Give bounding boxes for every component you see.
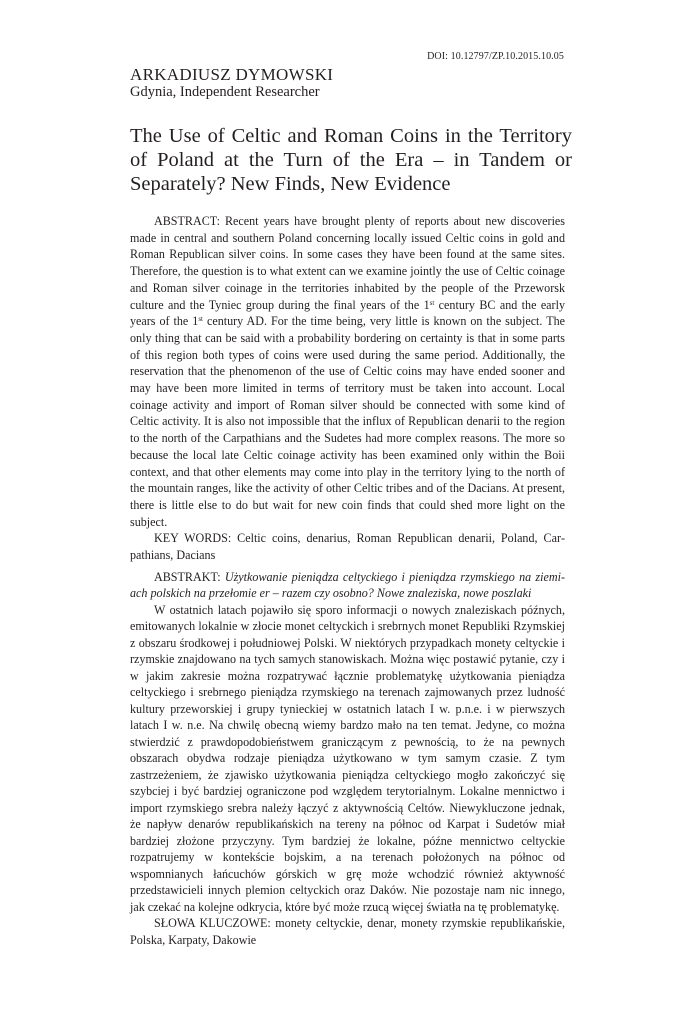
abstract-text: century AD. For the time being, very little is known on the subject. The only thing that can be said with a probability bordering on certainty is that in some parts of this region both types of coins were used during the same period. Additionally, the reservation that the phenomenon of the use of Celtic coins may have ended sooner and may have been more limited in terms of territory must be taken into account. Local coinage activity and import of Roman silver should be connected with some kind of Celtic activity. It is also not impossible that the influx of Republican denarii to the region to the north of the Carpathians and the Sudetes had more complex reasons. The more so because the local late Celtic coinage activity has been examined only within the Boii context, and that other elements may come into play in the territory lying to the north of the mountain ranges, like the activity of other Celtic tribes and of the Dacians. At present, there is little else to do but wait for new coin finds that could shed more light on the subject. <box>130 314 565 529</box>
abstract-english <box>130 213 565 530</box>
keywords-label: KEY WORDS: <box>154 531 232 546</box>
article-title: The Use of Celtic and Roman Coins in the Territory of Poland at the Turn of the Era – in Tandem or Separately? New Finds, New Evidence <box>130 125 572 195</box>
keywords-pl-text: monety celtyckie, denar, monety rzymskie republikańskie, Polska, Karpaty, Dakowie <box>130 916 566 947</box>
abstract-text: century BC and the early years of the 1 <box>130 297 565 329</box>
keywords-english <box>130 530 565 563</box>
superscript: st <box>198 315 203 324</box>
abstract-polish-heading <box>130 569 565 602</box>
author-affiliation: Gdynia, Independent Researcher <box>130 84 320 100</box>
doi-label: DOI: 10.12797/ZP.10.2015.10.05 <box>427 51 564 62</box>
abstract-label: ABSTRACT: <box>154 214 220 228</box>
keywords-text: Celtic coins, denarius, Roman Republican denarii, Poland, Carpathians, Dacians <box>130 531 565 563</box>
abstract-polish: W ostatnich latach pojawiło się sporo informacji o nowych znaleziskach późnych, emitowanych lokalnie w złocie monet celtyckich i srebrnych monet Republiki Rzymskiej z obszaru środkowej i południowej Polski. W niektórych przypadkach monety celtyckie i rzymskie znajdowano na tych samych stanowiskach. Można więc postawić pytanie, czy i w jakim zakresie można rozpatrywać łącznie problematykę użytkowania pieniądza celtyckiego i srebrnego pieniądza rzymskiego na terenach zajmowanych przez ludność kultury przeworskiej i grupy tynieckiej w ostatnich latach I w. p.n.e. i w pierwszych latach I w. n.e. Na chwilę obecną wiemy bardzo mało na ten temat. Jedyne, co można stwierdzić z prawdopodobieństwem graniczącym z pewnością, to że na pewnych obszarach obydwa rodzaje pieniądza użytkowano w tym samym czasie. Z tym zastrzeżeniem, że zjawisko użytkowania pieniądza celtyckiego mogło zakończyć się szybciej i być bardziej ograniczone pod względem terytorialnym. Lokalne mennictwo i import rzymskiego srebra należy łączyć z aktywnością Celtów. Niewykluczone jednak, że napływ denarów republikańskich na tereny na północ od Karpat i Sudetów miał bardziej złożone przyczyny. Tym bardziej że lokalne, późne mennictwo celtyckie rozpatrujemy w kontekście bojskim, a na terenach położonych na północ od wspomnianych łańcuchów górskich w grę może wchodzić również aktywność przedstawicieli innych plemion celtyckich oraz Daków. Nie pozostaje nam nic innego, jak czekać na kolejne odkrycia, które być może rzucą więcej światła na tę problematykę. <box>130 602 565 914</box>
superscript: st <box>429 298 435 307</box>
author-name: ARKADIUSZ DYMOWSKI <box>130 65 334 84</box>
keywords-polish <box>130 915 565 948</box>
keywords-pl-label: SŁOWA KLUCZOWE: <box>154 916 271 931</box>
abstrakt-label: ABSTRAKT: <box>154 569 221 584</box>
abstract-text: Recent years have brought plenty of reports about new discoveries made in central and southern Poland concerning locally issued Celtic coins in gold and Roman Republican silver coins. In some cases they have been found at the same sites. Therefore, the question is to what extent can we examine jointly the use of Celtic coinage and Roman silver coinage in the territories inhabited by the people of the Przeworsk culture and the Tyniec group during the final years of the 1 <box>130 214 566 312</box>
abstrakt-title: Użytkowanie pieniądza celtyckiego i pieniądza rzymskiego na ziemiach polskich na przełomie er – razem czy osobno? Nowe znaleziska, nowe poszlaki <box>130 569 565 601</box>
article-body <box>130 213 565 948</box>
